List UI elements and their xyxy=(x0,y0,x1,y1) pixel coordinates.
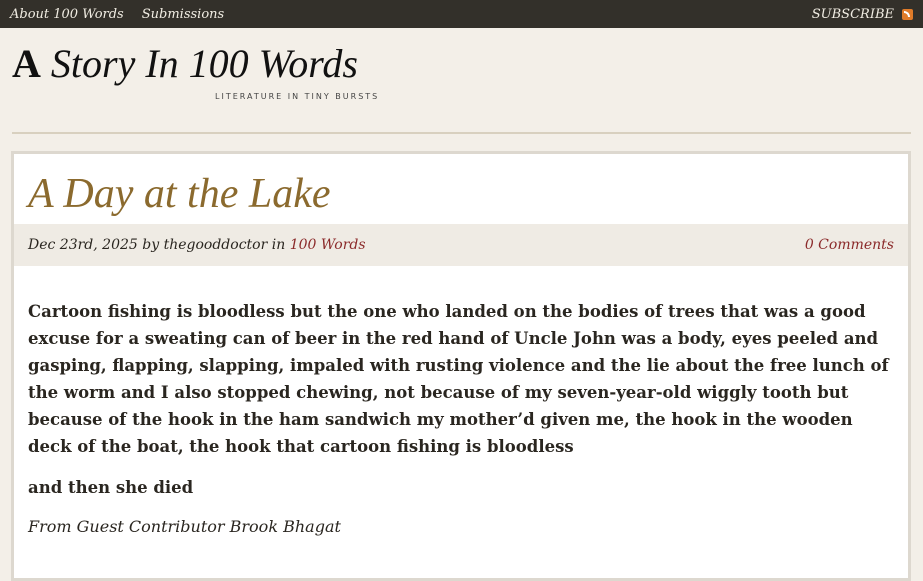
post-author: thegooddoctor xyxy=(163,237,268,253)
rss-icon xyxy=(902,9,913,20)
nav-submissions-link[interactable]: Submissions xyxy=(141,6,225,22)
subscribe-link[interactable] xyxy=(812,7,913,22)
subscribe-label: SUBSCRIBE xyxy=(811,6,894,22)
post-credit: From Guest Contributor Brook Bhagat xyxy=(28,517,341,536)
masthead xyxy=(12,28,911,134)
post-body-paragraph: Cartoon fishing is bloodless but the one who landed on the bodies of trees that was a good excuse for a sweating can of beer in the red hand of Uncle John was a body, eyes peeled and gasping, flapping, slapping, impaled with rusting violence and the lie about the free lunch of the worm and I also stopped chewing, not because of my seven-year-old wiggly tooth but because of the hook in the ham sandwich my mother’d given me, the hook in the wooden deck of the boat, the hook that cartoon fishing is bloodless xyxy=(28,302,889,456)
site-title-letter: A xyxy=(12,41,41,86)
site-title[interactable] xyxy=(12,40,358,87)
comments-link[interactable]: 0 Comments xyxy=(804,237,894,253)
byline-in: in xyxy=(267,237,290,253)
post-meta xyxy=(14,224,908,266)
site-title-text: Story In 100 Words xyxy=(40,41,358,86)
top-nav xyxy=(10,7,224,22)
post-date: Dec 23rd, 2025 xyxy=(28,237,138,253)
site-tagline: LITERATURE IN TINY BURSTS xyxy=(215,92,380,101)
post-card xyxy=(11,151,911,581)
nav-about-link[interactable]: About 100 Words xyxy=(10,6,124,22)
post-ending-line: and then she died xyxy=(28,478,194,497)
post-byline xyxy=(28,237,366,253)
post-title[interactable]: A Day at the Lake xyxy=(28,171,331,217)
byline-by: by xyxy=(137,237,164,253)
top-bar xyxy=(0,0,923,28)
post-content xyxy=(28,298,896,536)
post-category-link[interactable]: 100 Words xyxy=(289,237,366,253)
